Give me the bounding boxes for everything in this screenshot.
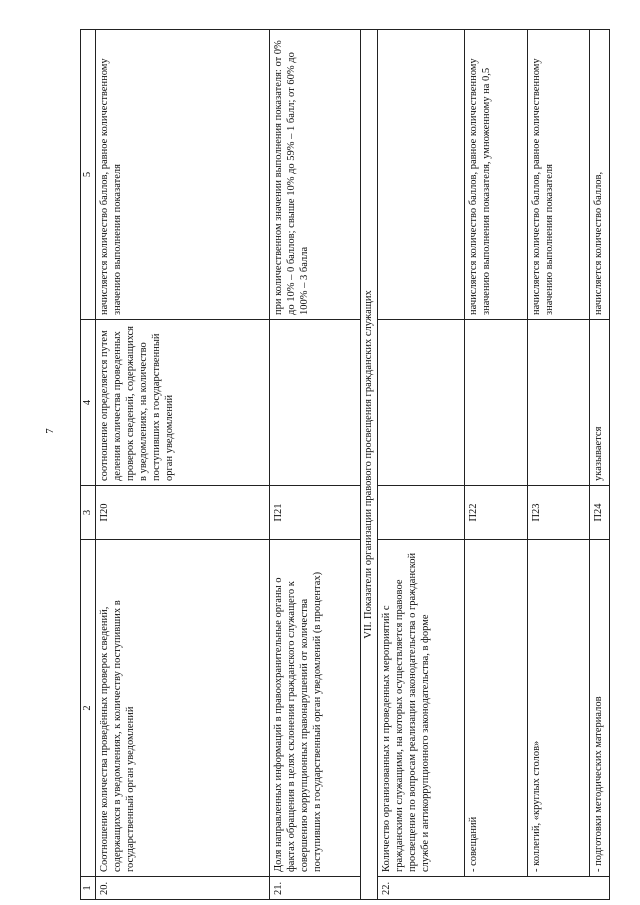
indicators-table (80, 29, 610, 900)
table-row (378, 30, 465, 900)
indicator-code: П21 (269, 486, 360, 540)
section-row (360, 30, 377, 900)
indicator-code (378, 486, 465, 540)
row-number: 21. (269, 877, 360, 900)
calculation-method (464, 320, 527, 486)
indicator-description: - подготовки методических материалов (590, 540, 610, 877)
row-number: 20. (96, 877, 269, 900)
header-row (81, 30, 96, 900)
scoring-rule (378, 30, 465, 320)
page-number: 7 (44, 428, 56, 434)
header-cell: 4 (81, 320, 96, 486)
table-row (269, 30, 360, 900)
header-cell: 5 (81, 30, 96, 320)
indicator-description: - совещаний (464, 540, 527, 877)
table-row (96, 30, 269, 900)
scoring-rule: начисляется количество баллов, (590, 30, 610, 320)
indicator-code: П20 (96, 486, 269, 540)
table-row (464, 30, 527, 900)
indicator-description: Соотношение количества проведённых проверок сведений, содержащихся в уведомлениях, к количеству поступивших в государственный орган уведомлений (96, 540, 269, 877)
calculation-method: указывается (590, 320, 610, 486)
scoring-rule: начисляется количество баллов, равное количественному значению выполнения показателя, умноженному на 0,5 (464, 30, 527, 320)
calculation-method (527, 320, 590, 486)
indicator-code: П24 (590, 486, 610, 540)
indicator-code: П22 (464, 486, 527, 540)
row-number: 22. (378, 877, 610, 900)
section-title: VII. Показатели организации правового просвещения гражданских служащих (360, 30, 377, 900)
scoring-rule: при количественном значении выполнения показателя: от 0% до 10% – 0 баллов; свыше 10% до 59% – 1 балл; от 60% до 100% – 3 балла (269, 30, 360, 320)
rotated-sheet (80, 30, 610, 900)
scoring-rule: начисляется количество баллов, равное количественному значению выполнения показателя (96, 30, 269, 320)
table-row (590, 30, 610, 900)
indicator-description: Количество организованных и проведенных мероприятий с гражданскими служащими, на которых осуществляется правовое просвещение по вопросам реализации законодательства о гражданской службе и антикоррупционного законодательства, в форме (378, 540, 465, 877)
indicator-description: - коллегий, «круглых столов» (527, 540, 590, 877)
header-cell: 2 (81, 540, 96, 877)
header-cell: 3 (81, 486, 96, 540)
table-row (527, 30, 590, 900)
calculation-method: соотношение определяется путем деления количества проведенных проверок сведений, содержащихся в уведомлениях, на количество поступивших в государственный орган уведомлений (96, 320, 269, 486)
scoring-rule: начисляется количество баллов, равное количественному значению выполнения показателя (527, 30, 590, 320)
calculation-method (378, 320, 465, 486)
calculation-method (269, 320, 360, 486)
header-cell: 1 (81, 877, 96, 900)
indicator-code: П23 (527, 486, 590, 540)
table-area (80, 30, 610, 900)
indicator-description: Доля направленных информаций в правоохранительные органы о фактах обращения в целях склонения гражданского служащего к совершению коррупционных правонарушений от количества поступивших в государственный орган уведомлений (в процентах) (269, 540, 360, 877)
